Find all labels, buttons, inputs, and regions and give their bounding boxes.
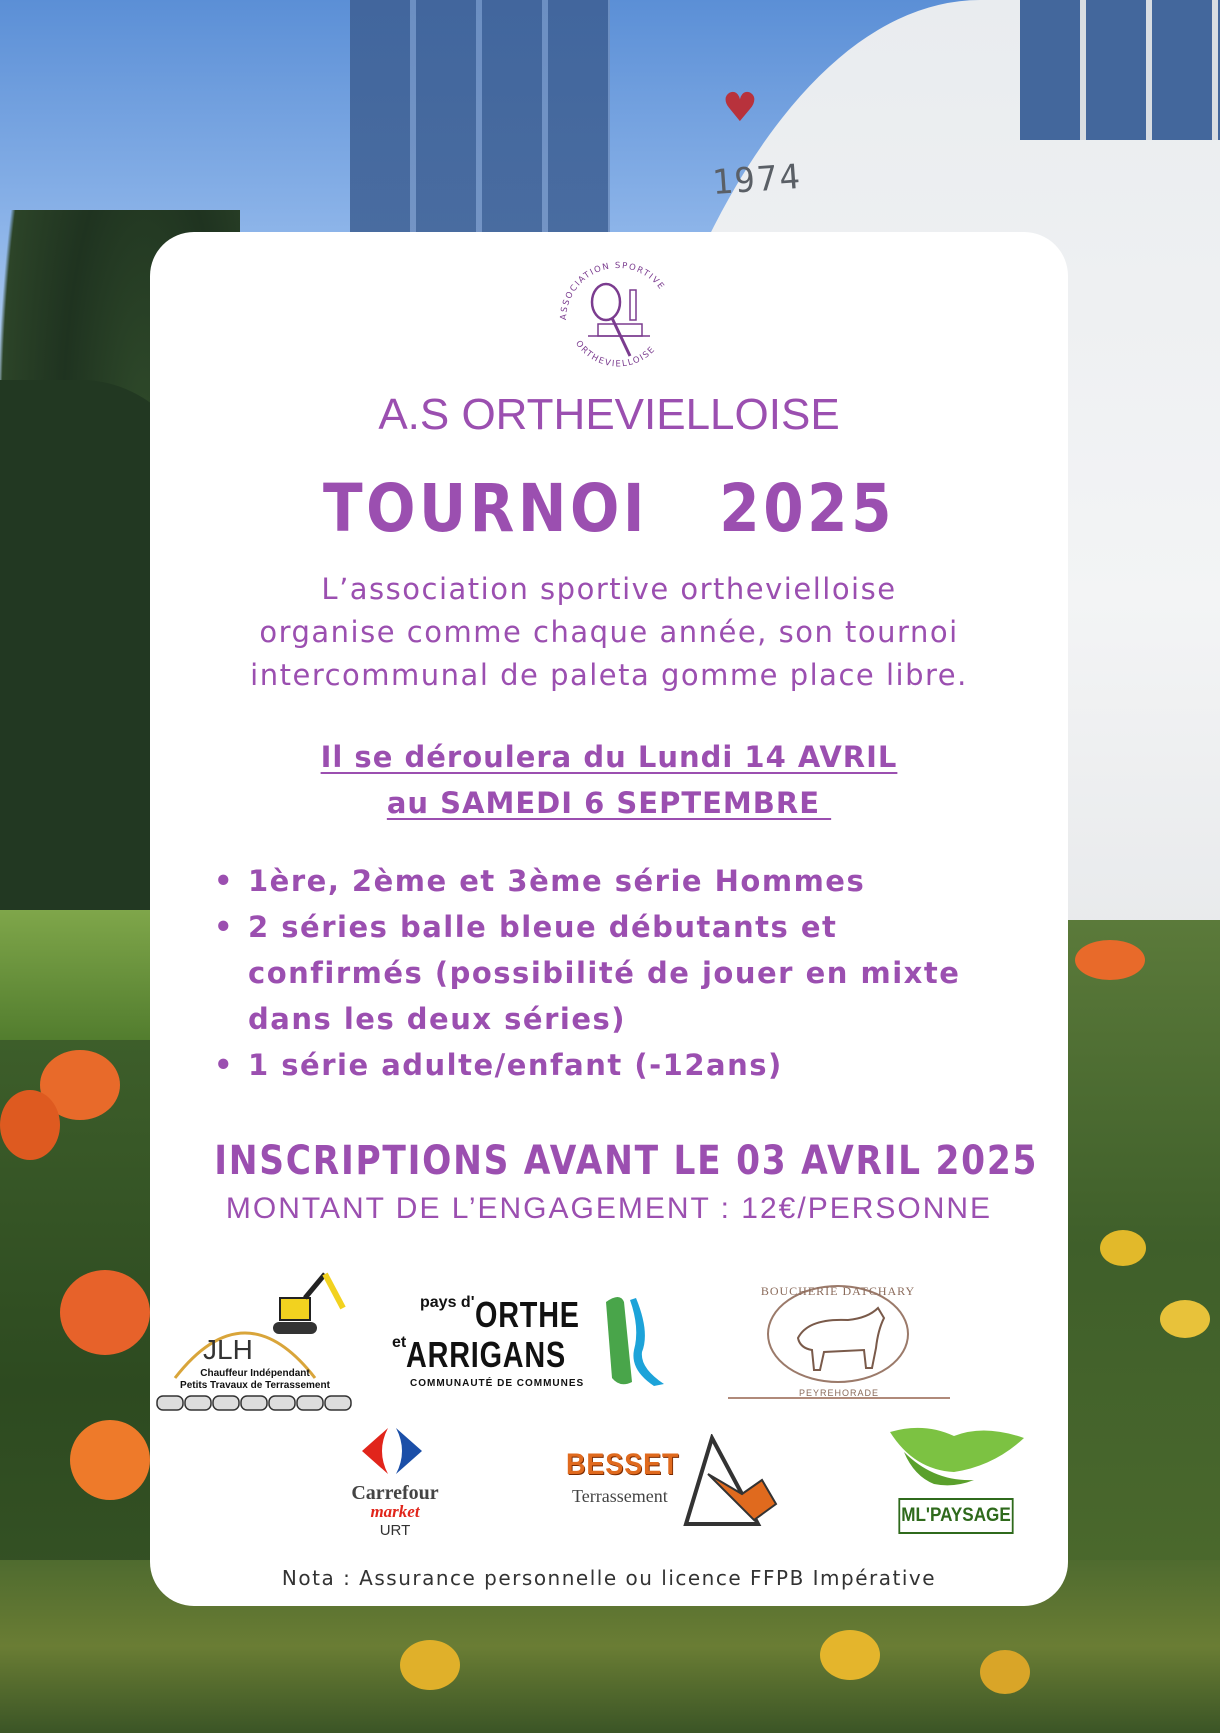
orthe-name: ORTHE — [474, 1294, 580, 1335]
orthe-pays: pays d' — [420, 1294, 475, 1311]
tournament-dates — [180, 734, 1038, 826]
svg-text:ORTHEVIELLOISE — [573, 339, 658, 370]
insurance-nota: Nota : Assurance personnelle ou licence FFPB Impérative — [281, 1566, 937, 1590]
tournament-title: TOURNOI 2025 — [322, 470, 896, 547]
building-year: 1974 — [710, 156, 804, 204]
boucherie-name: BOUCHERIE DATCHARY — [760, 1284, 916, 1298]
dates-line-1: Il se déroulera du Lundi 14 AVRIL — [320, 740, 898, 774]
sponsor-carrefour-logo — [330, 1426, 460, 1544]
carrefour-icon — [358, 1426, 426, 1476]
sponsor-paysage-logo — [884, 1422, 1030, 1540]
orthe-sub: COMMUNAUTÉ DE COMMUNES — [410, 1378, 585, 1389]
flower-icon — [70, 1420, 150, 1500]
flower-icon — [400, 1640, 460, 1690]
building-windows-right — [1020, 0, 1220, 140]
flower-icon — [60, 1270, 150, 1355]
logo-ring-top: ASSOCIATION SPORTIVE — [558, 260, 667, 321]
series-item: • 2 séries balle bleue débutants et confirmés (possibilité de jouer en mixte dans les deux séries) — [212, 904, 1012, 1042]
carrefour-line-1: Carrefour — [351, 1482, 439, 1504]
sponsor-besset-logo — [562, 1434, 780, 1530]
club-logo — [548, 250, 688, 380]
besset-name: BESSET — [566, 1448, 680, 1481]
excavator-icon — [155, 1268, 355, 1420]
sponsor-orthe-arrigans-logo — [390, 1290, 680, 1400]
flower-icon — [820, 1630, 880, 1680]
sponsor-boucherie-logo — [728, 1278, 950, 1408]
paysage-name: ML'PAYSAGE — [898, 1498, 1013, 1534]
orthe-et: et — [392, 1334, 407, 1351]
flower-icon — [1100, 1230, 1146, 1266]
carrefour-line-3: URT — [379, 1522, 411, 1539]
flower-icon — [1160, 1300, 1210, 1338]
dates-line-2: au SAMEDI 6 SEPTEMBRE — [386, 786, 832, 820]
registration-deadline: INSCRIPTIONS AVANT LE 03 AVRIL 2025 — [214, 1138, 1039, 1184]
boucherie-city: PEYREHORADE — [798, 1388, 880, 1398]
series-item: • 1 série adulte/enfant (-12ans) — [212, 1042, 1012, 1088]
river-emblem-icon — [602, 1292, 672, 1388]
besset-sub: Terrassement — [572, 1486, 668, 1506]
registration-fee: MONTANT DE L’ENGAGEMENT : 12€/PERSONNE — [225, 1192, 993, 1225]
intro-paragraph — [180, 568, 1038, 697]
intro-line: organise comme chaque année, son tournoi — [259, 615, 959, 649]
sponsor-jlh-logo — [155, 1268, 355, 1420]
intro-line: L’association sportive orthevielloise — [321, 572, 897, 606]
logo-ring-bottom: ORTHEVIELLOISE — [573, 338, 658, 370]
club-name: A.S ORTHEVIELLOISE — [378, 390, 840, 439]
jlh-line-1: Chauffeur Indépendant — [200, 1368, 310, 1379]
leaves-icon — [884, 1422, 1030, 1492]
heart-emblem-icon: ♥ — [722, 85, 758, 131]
series-list — [212, 858, 1012, 1088]
flower-icon — [1075, 940, 1145, 980]
arrigans-name: ARRIGANS — [406, 1334, 567, 1375]
svg-text:ASSOCIATION SPORTIVE — [559, 261, 667, 320]
jlh-line-2: Petits Travaux de Terrassement — [180, 1380, 330, 1391]
carrefour-line-2: market — [370, 1502, 420, 1521]
intro-line: intercommunal de paleta gomme place libre. — [250, 658, 968, 692]
flower-icon — [0, 1090, 60, 1160]
jlh-name: JLH — [203, 1334, 253, 1365]
series-item: • 1ère, 2ème et 3ème série Hommes — [212, 858, 1012, 904]
flower-icon — [980, 1650, 1030, 1694]
building-windows — [350, 0, 610, 250]
